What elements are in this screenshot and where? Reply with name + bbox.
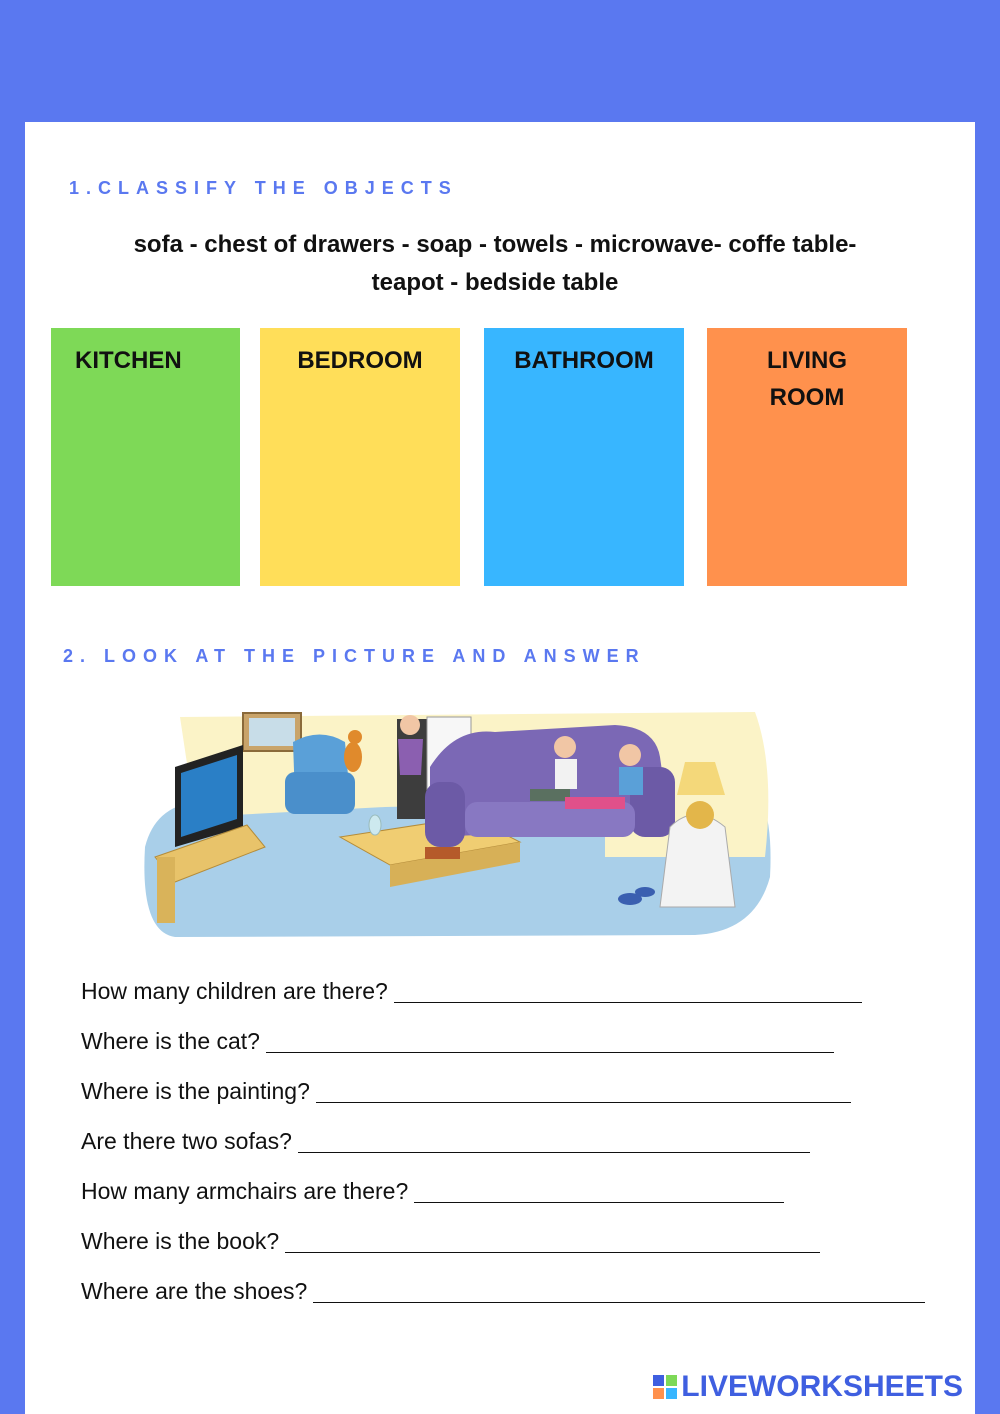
section-2-title: 2. LOOK AT THE PICTURE AND ANSWER <box>63 646 646 666</box>
question-text: Where is the painting? <box>81 1078 310 1104</box>
question-row <box>81 1262 961 1312</box>
box-label-living-line2: ROOM <box>769 384 845 411</box>
worksheet-page <box>25 122 975 1414</box>
drop-box-bathroom[interactable] <box>484 328 684 586</box>
box-label-living-line1: LIVING <box>766 347 847 374</box>
question-text: Are there two sofas? <box>81 1128 292 1154</box>
section-1-title: 1.CLASSIFY THE OBJECTS <box>69 178 458 198</box>
question-text: How many children are there? <box>81 978 388 1004</box>
box-label-kitchen: KITCHEN <box>75 347 182 374</box>
question-row <box>81 1212 961 1262</box>
word-bank-line-1: sofa - chest of drawers - soap - towels - microwave- coffe table- <box>133 231 857 258</box>
box-label-bathroom: BATHROOM <box>514 347 654 374</box>
answer-line[interactable] <box>316 1076 851 1103</box>
question-text: Where is the cat? <box>81 1028 260 1054</box>
drop-box-kitchen[interactable] <box>51 328 240 586</box>
answer-line[interactable] <box>394 976 862 1003</box>
question-row <box>81 1112 961 1162</box>
word-bank <box>45 226 945 302</box>
answer-line[interactable] <box>414 1176 784 1203</box>
logo-text: LIVEWORKSHEETS <box>681 1370 963 1403</box>
question-row <box>81 1162 961 1212</box>
drop-box-bedroom[interactable] <box>260 328 460 586</box>
living-room-illustration <box>135 707 775 942</box>
word-bank-line-2: teapot - bedside table <box>371 269 619 296</box>
box-label-bedroom: BEDROOM <box>297 347 423 374</box>
question-row <box>81 962 961 1012</box>
answer-line[interactable] <box>298 1126 810 1153</box>
answer-line[interactable] <box>266 1026 834 1053</box>
answer-line[interactable] <box>285 1226 820 1253</box>
questions-list <box>81 962 961 1312</box>
question-text: How many armchairs are there? <box>81 1178 409 1204</box>
drop-box-living-room[interactable] <box>707 328 907 586</box>
question-row <box>81 1012 961 1062</box>
question-text: Where are the shoes? <box>81 1278 308 1304</box>
question-text: Where is the book? <box>81 1228 280 1254</box>
liveworksheets-logo <box>653 1370 963 1404</box>
answer-line[interactable] <box>313 1276 925 1303</box>
question-row <box>81 1062 961 1112</box>
logo-grid-icon <box>653 1375 677 1399</box>
